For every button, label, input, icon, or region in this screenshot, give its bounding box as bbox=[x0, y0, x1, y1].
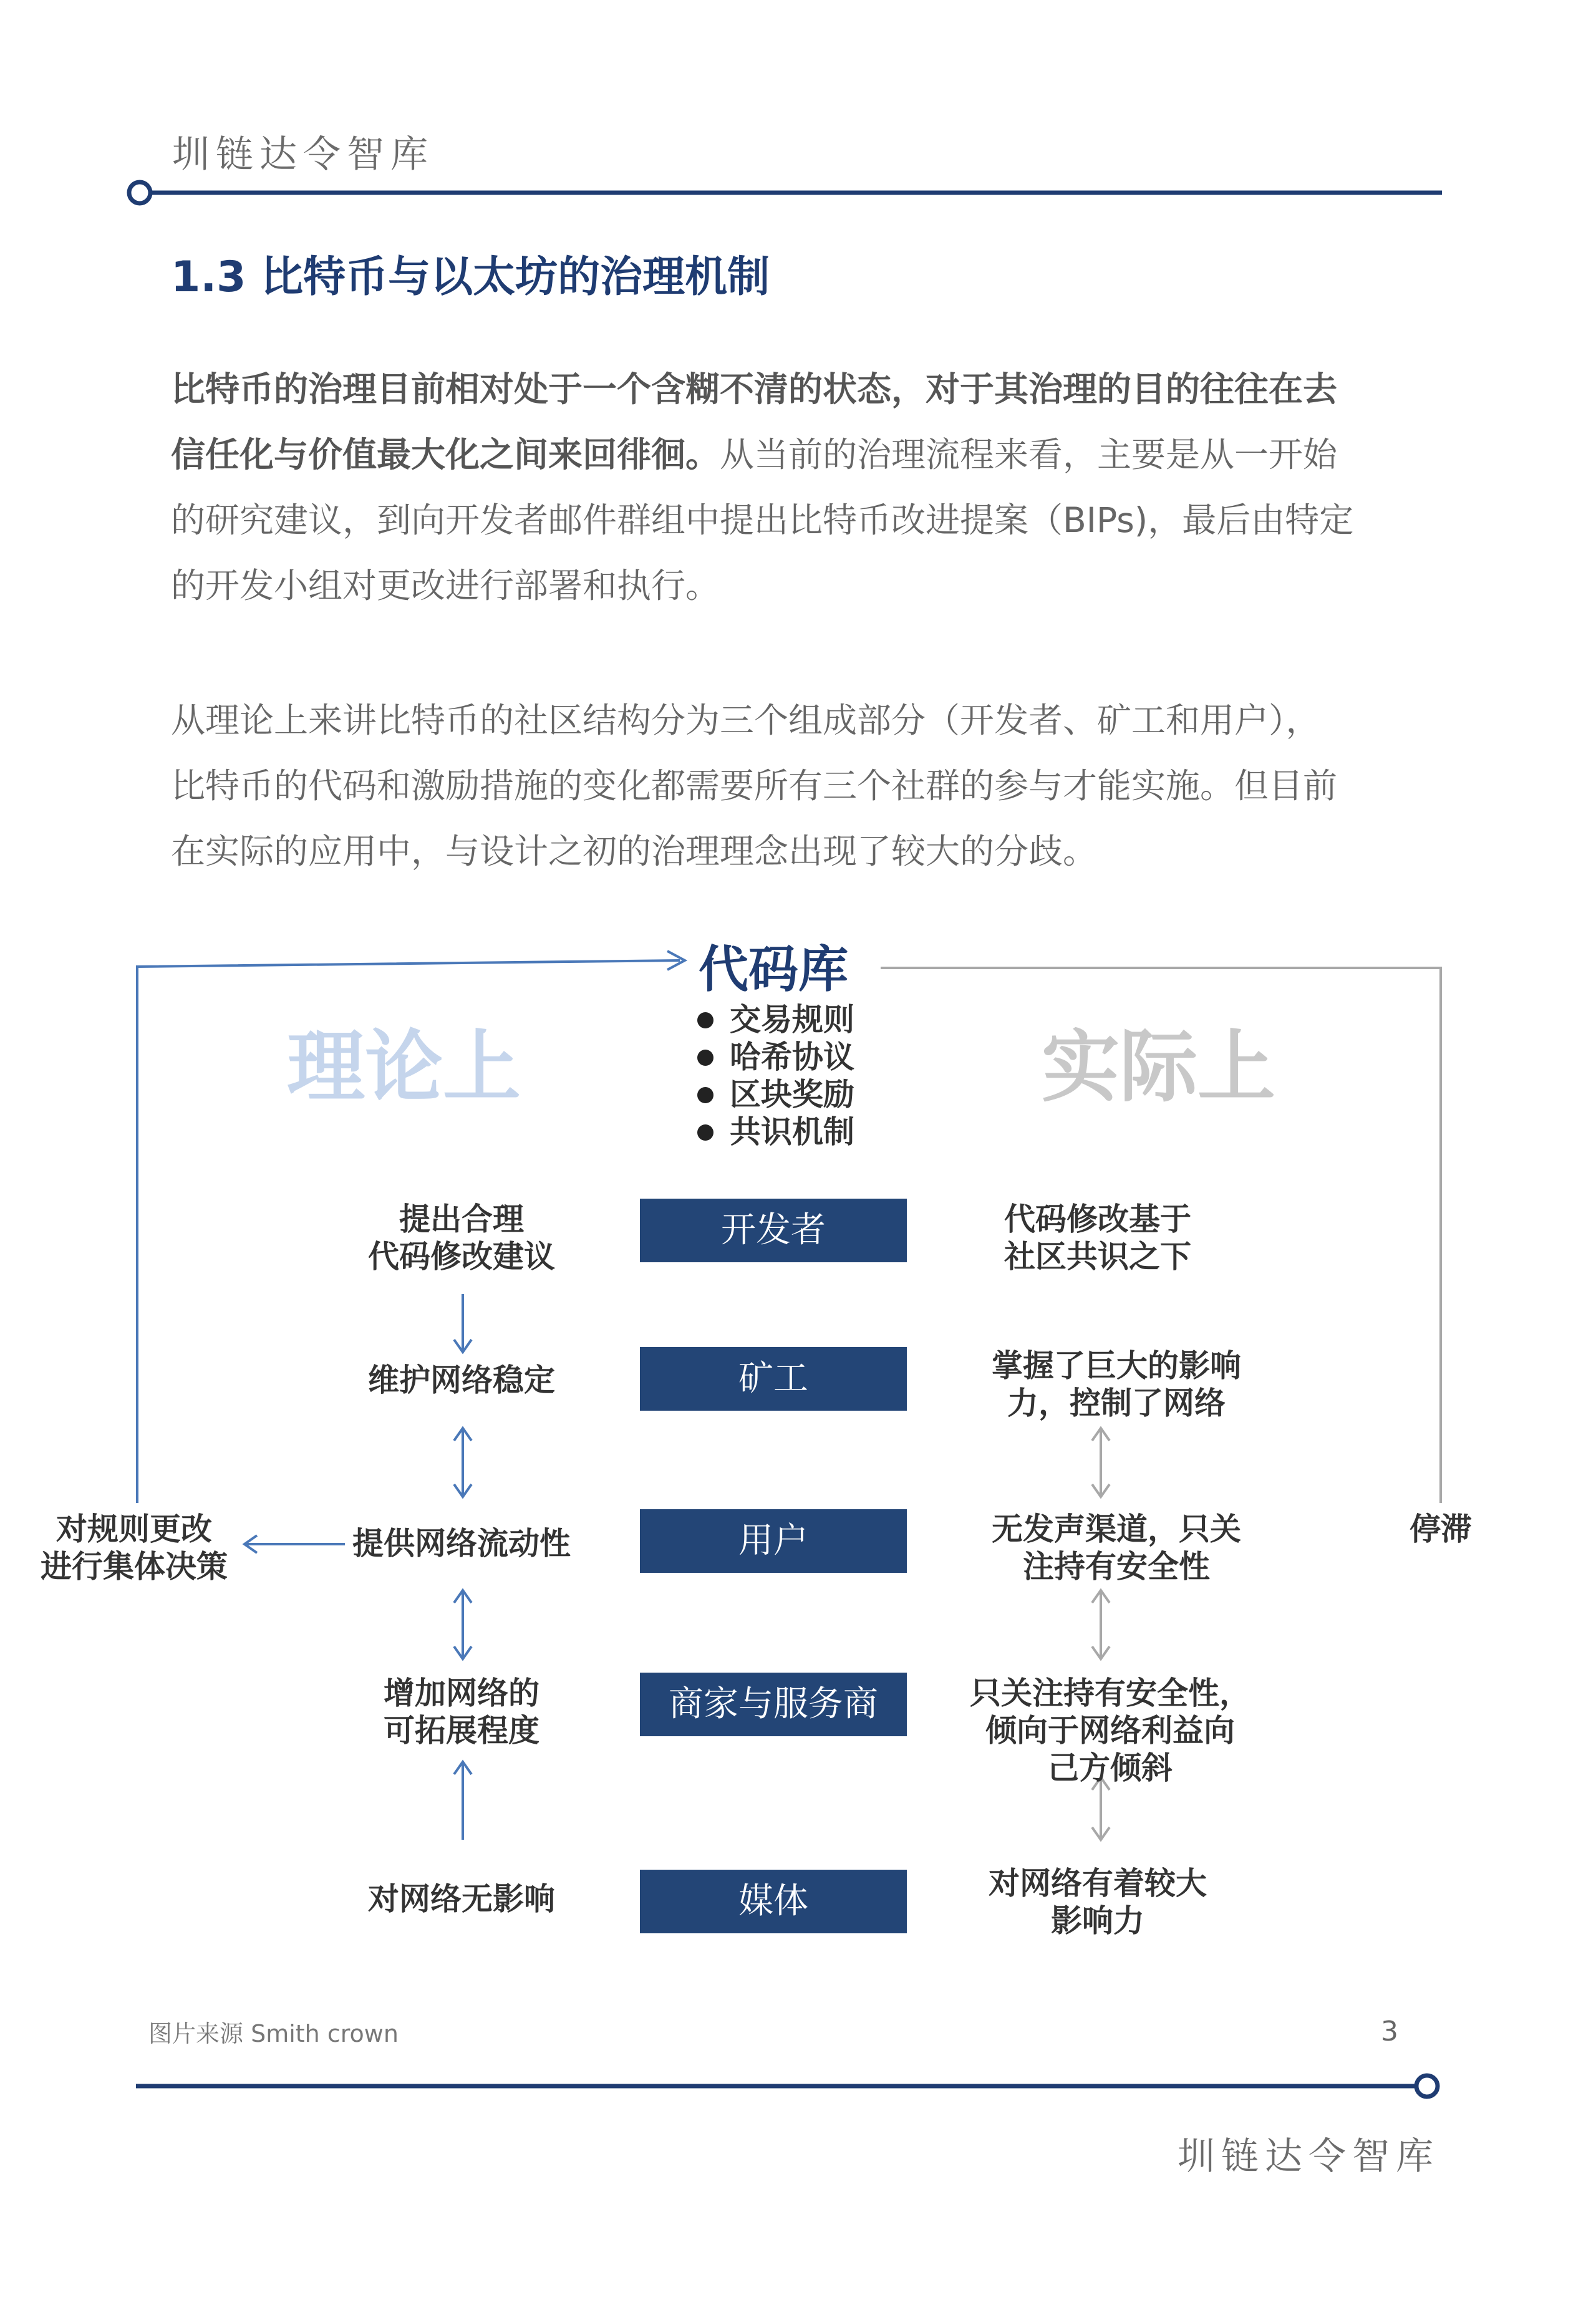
theory-label-user: 提供网络流动性 bbox=[352, 1525, 571, 1562]
paragraph-line: 比特币的代码和激励措施的变化都需要所有三个社群的参与才能实施。但目前 bbox=[171, 766, 1338, 806]
paragraph-1 bbox=[171, 357, 1443, 619]
right-outcome-label: 停滞 bbox=[1410, 1511, 1472, 1547]
role-box-media: 媒体 bbox=[640, 1870, 907, 1933]
theory-label-media: 对网络无影响 bbox=[368, 1881, 555, 1917]
header-brand: 圳链达令智库 bbox=[172, 133, 434, 176]
codebase-title: 代码库 bbox=[699, 940, 848, 998]
role-box-user: 用户 bbox=[640, 1509, 907, 1573]
theory-label-merchant: 增加网络的 可拓展程度 bbox=[384, 1675, 539, 1749]
paragraph-line: 的开发小组对更改进行部署和执行。 bbox=[171, 566, 720, 606]
role-box-miner: 矿工 bbox=[640, 1347, 907, 1411]
practice-label-user: 无发声渠道，只关 注持有安全性 bbox=[992, 1511, 1241, 1585]
paragraph-line: 在实际的应用中，与设计之初的治理理念出现了较大的分歧。 bbox=[171, 831, 1098, 871]
section-title: 1.3 比特币与以太坊的治理机制 bbox=[171, 253, 770, 302]
image-source: 图片来源 Smith crown bbox=[148, 2020, 399, 2047]
practice-title: 实际上 bbox=[1042, 1022, 1275, 1113]
role-box-merchant: 商家与服务商 bbox=[640, 1673, 907, 1736]
practice-label-developer: 代码修改基于 社区共识之下 bbox=[1004, 1201, 1191, 1275]
page-number: 3 bbox=[1381, 2016, 1398, 2047]
paragraph-2 bbox=[171, 688, 1443, 884]
paragraph-line: 的研究建议，到向开发者邮件群组中提出比特币改进提案（BIPs)，最后由特定 bbox=[171, 500, 1354, 540]
left-outcome-label: 对规则更改 进行集体决策 bbox=[41, 1511, 228, 1585]
list-item: 交易规则 bbox=[692, 1001, 854, 1038]
list-item: 共识机制 bbox=[692, 1113, 854, 1151]
paragraph-line: 从理论上来讲比特币的社区结构分为三个组成部分（开发者、矿工和用户）， bbox=[171, 700, 1320, 740]
theory-title: 理论上 bbox=[287, 1022, 521, 1113]
codebase-items bbox=[692, 1001, 854, 1151]
paragraph-line: 信任化与价值最大化之间来回徘徊。从当前的治理流程来看，主要是从一开始 bbox=[171, 435, 1338, 475]
practice-label-miner: 掌握了巨大的影响 力，控制了网络 bbox=[992, 1348, 1241, 1421]
theory-label-miner: 维护网络稳定 bbox=[368, 1362, 555, 1398]
footer-brand: 圳链达令智库 bbox=[1178, 2135, 1439, 2178]
practice-label-media: 对网络有着较大 影响力 bbox=[989, 1865, 1207, 1939]
theory-label-developer: 提出合理 代码修改建议 bbox=[368, 1201, 555, 1275]
practice-label-merchant: 只关注持有安全性， 倾向于网络利益向 己方倾斜 bbox=[970, 1675, 1250, 1786]
role-box-developer: 开发者 bbox=[640, 1199, 907, 1262]
list-item: 哈希协议 bbox=[692, 1038, 854, 1076]
paragraph-line: 比特币的治理目前相对处于一个含糊不清的状态，对于其治理的目的往往在去 bbox=[171, 369, 1338, 409]
list-item: 区块奖励 bbox=[692, 1076, 854, 1113]
